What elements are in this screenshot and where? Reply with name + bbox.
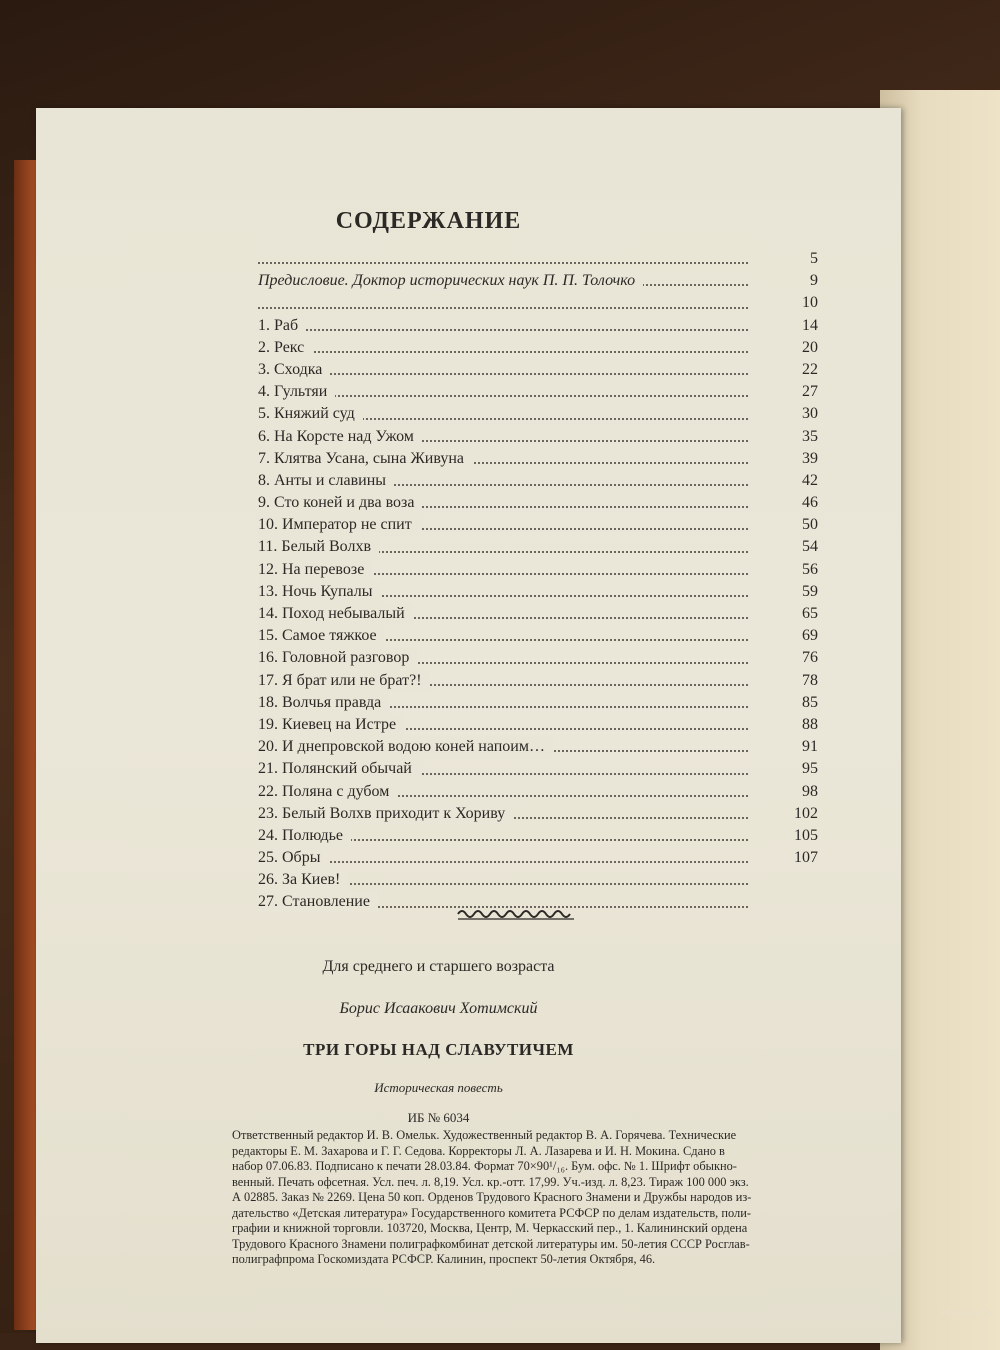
toc-entry-page: 35: [802, 427, 818, 445]
toc-entry-label: 19. Киевец на Истре: [258, 714, 404, 736]
toc-entry-label: 10. Император не спит: [258, 514, 420, 536]
imprint-line: Трудового Красного Знамени полиграфкомбинат детской литературы им. 50-летия СССР Росглав-: [232, 1236, 750, 1251]
toc-entry-label: 3. Сходка: [258, 359, 330, 381]
toc-entry-label: 13. Ночь Купалы: [258, 581, 381, 603]
toc-entry-label: 25. Обры: [258, 847, 328, 869]
imprint-line: А 02885. Заказ № 2269. Цена 50 коп. Орденов Трудового Красного Знамени и Дружбы народов из-: [232, 1190, 752, 1204]
toc-entry: [258, 248, 818, 270]
wavy-divider-ornament: [456, 906, 576, 922]
toc-entry-label: 16. Головной разговор: [258, 647, 417, 669]
toc-entry-page: 10: [802, 294, 818, 312]
toc-entry: [258, 625, 818, 647]
imprint-block: [232, 1128, 888, 1268]
leader-dots: [258, 329, 748, 331]
toc-entry-label: 8. Анты и славины: [258, 470, 394, 492]
toc-entry-label: 6. На Корсте над Ужом: [258, 426, 422, 448]
table-of-contents: [258, 248, 818, 914]
leader-dots: [258, 262, 748, 264]
toc-entry-page: 105: [794, 826, 818, 844]
imprint-line: дательство «Детская литература» Государственного комитета РСФСР по делам издательств, поли-: [232, 1205, 751, 1220]
toc-entry: [258, 825, 818, 847]
toc-entry-page: 91: [802, 738, 818, 756]
toc-entry-label: 12. На перевозе: [258, 559, 372, 581]
toc-entry-label: 9. Сто коней и два воза: [258, 492, 422, 514]
toc-entry-page: 107: [794, 849, 818, 867]
toc-entry: [258, 670, 818, 692]
leader-dots: [258, 351, 748, 353]
toc-entry: [258, 514, 818, 536]
toc-entry-page: 27: [802, 383, 818, 401]
toc-entry-page: 46: [802, 494, 818, 512]
toc-entry-page: 42: [802, 471, 818, 489]
toc-entry: [258, 736, 818, 758]
toc-entry-label: 20. И днепровской водою коней напоим…: [258, 736, 553, 758]
toc-entry: [258, 403, 818, 425]
book-title: ТРИ ГОРЫ НАД СЛАВУТИЧЕМ: [303, 1040, 574, 1059]
toc-entry-page: 85: [802, 693, 818, 711]
toc-entry: [258, 426, 818, 448]
book-page: [36, 108, 901, 1343]
imprint-line: набор 07.06.83. Подписано к печати 28.03.84. Формат 70×90¹/₁₆. Бум. офс. № 1. Шрифт обыкно-: [232, 1159, 737, 1173]
leader-dots: [258, 373, 748, 375]
toc-entry: [258, 692, 818, 714]
imprint-line: полиграфпрома Госкомиздата РСФСР. Калинин, проспект 50-летия Октября, 46.: [232, 1252, 656, 1266]
toc-entry-page: 76: [802, 649, 818, 667]
toc-entry: [258, 603, 818, 625]
toc-entry-label: 17. Я брат или не брат?!: [258, 670, 430, 692]
toc-entry-page: 9: [810, 272, 818, 290]
ib-number: ИБ № 6034: [407, 1110, 470, 1125]
toc-entry: [258, 292, 818, 314]
toc-entry-page: 54: [802, 538, 818, 556]
toc-entry-label: 2. Рекс: [258, 337, 312, 359]
imprint-line: Ответственный редактор И. В. Омельк. Художественный редактор В. А. Горячева. Технические: [232, 1128, 737, 1142]
toc-entry: [258, 714, 818, 736]
watermark: www.ay.by: [940, 1307, 992, 1319]
toc-entry-label: 11. Белый Волхв: [258, 536, 379, 558]
toc-entry: [258, 559, 818, 581]
toc-entry: [258, 869, 818, 891]
toc-entry-label: 1. Раб: [258, 315, 306, 337]
toc-entry-page: 69: [802, 627, 818, 645]
toc-entry: [258, 470, 818, 492]
toc-entry-page: 22: [802, 360, 818, 378]
toc-entry-label: 27. Становление: [258, 891, 378, 913]
toc-entry-page: 65: [802, 605, 818, 622]
toc-entry-label: 23. Белый Волхв приходит к Хориву: [258, 803, 513, 825]
toc-entry: [258, 847, 818, 869]
author-name: Борис Исаакович Хотимский: [339, 1000, 538, 1017]
toc-entry-page: 88: [802, 715, 818, 733]
toc-entry-page: 20: [802, 338, 818, 356]
leader-dots: [258, 861, 748, 863]
imprint-line: венный. Печать офсетная. Усл. печ. л. 8,19. Усл. кр.-отт. 17,99. Уч.-изд. л. 8,23. Тираж 100 000 экз.: [232, 1174, 749, 1189]
toc-entry: [258, 781, 818, 803]
imprint-line: редакторы Е. М. Захарова и Г. Г. Седова. Корректоры Л. А. Лазарева и И. Н. Мокина. Сдано в: [232, 1143, 725, 1158]
toc-entry-page: 95: [802, 760, 818, 778]
toc-entry: [258, 536, 818, 558]
toc-entry: [258, 448, 818, 470]
toc-entry-page: 56: [802, 560, 818, 578]
toc-entry: [258, 647, 818, 669]
toc-entry-page: 30: [802, 405, 818, 423]
audience-note: Для среднего и старшего возраста: [322, 958, 555, 975]
genre-label: Историческая повесть: [374, 1080, 503, 1095]
toc-entry-label: 21. Полянский обычай: [258, 758, 420, 780]
toc-entry-label: Предисловие. Доктор исторических наук П. П. Толочко: [258, 270, 643, 292]
toc-entry-page: 59: [802, 582, 818, 600]
toc-entry-label: 5. Княжий суд: [258, 403, 363, 425]
imprint-line: графии и книжной торговли. 103720, Москва, Центр, М. Черкасский пер., 1. Калининский ордена: [232, 1221, 748, 1235]
toc-entry-page: 50: [802, 516, 818, 534]
toc-entry-label: 4. Гультяи: [258, 381, 335, 403]
toc-entry-label: 18. Волчья правда: [258, 692, 389, 714]
toc-entry: [258, 315, 818, 337]
toc-entry-label: 7. Клятва Усана, сына Живуна: [258, 448, 472, 470]
toc-entry-page: 5: [810, 250, 818, 267]
toc-entry: [258, 270, 818, 292]
toc-entry-page: 78: [802, 671, 818, 689]
toc-entry-label: 14. Поход небывалый: [258, 603, 413, 625]
toc-entry-page: 14: [802, 316, 818, 334]
toc-entry: [258, 359, 818, 381]
toc-entry: [258, 492, 818, 514]
toc-entry-page: 39: [802, 449, 818, 467]
toc-entry-label: 15. Самое тяжкое: [258, 625, 385, 647]
toc-entry-page: 98: [802, 782, 818, 800]
toc-entry: [258, 381, 818, 403]
toc-entry: [258, 803, 818, 825]
toc-entry: [258, 337, 818, 359]
toc-entry-label: 26. За Киев!: [258, 869, 348, 891]
toc-entry: [258, 581, 818, 603]
toc-entry: [258, 758, 818, 780]
toc-entry-page: 102: [794, 804, 818, 822]
toc-entry-label: 22. Поляна с дубом: [258, 781, 397, 803]
toc-entry-label: 24. Полюдье: [258, 825, 351, 847]
leader-dots: [258, 307, 748, 309]
toc-title: СОДЕРЖАНИЕ: [335, 208, 522, 234]
